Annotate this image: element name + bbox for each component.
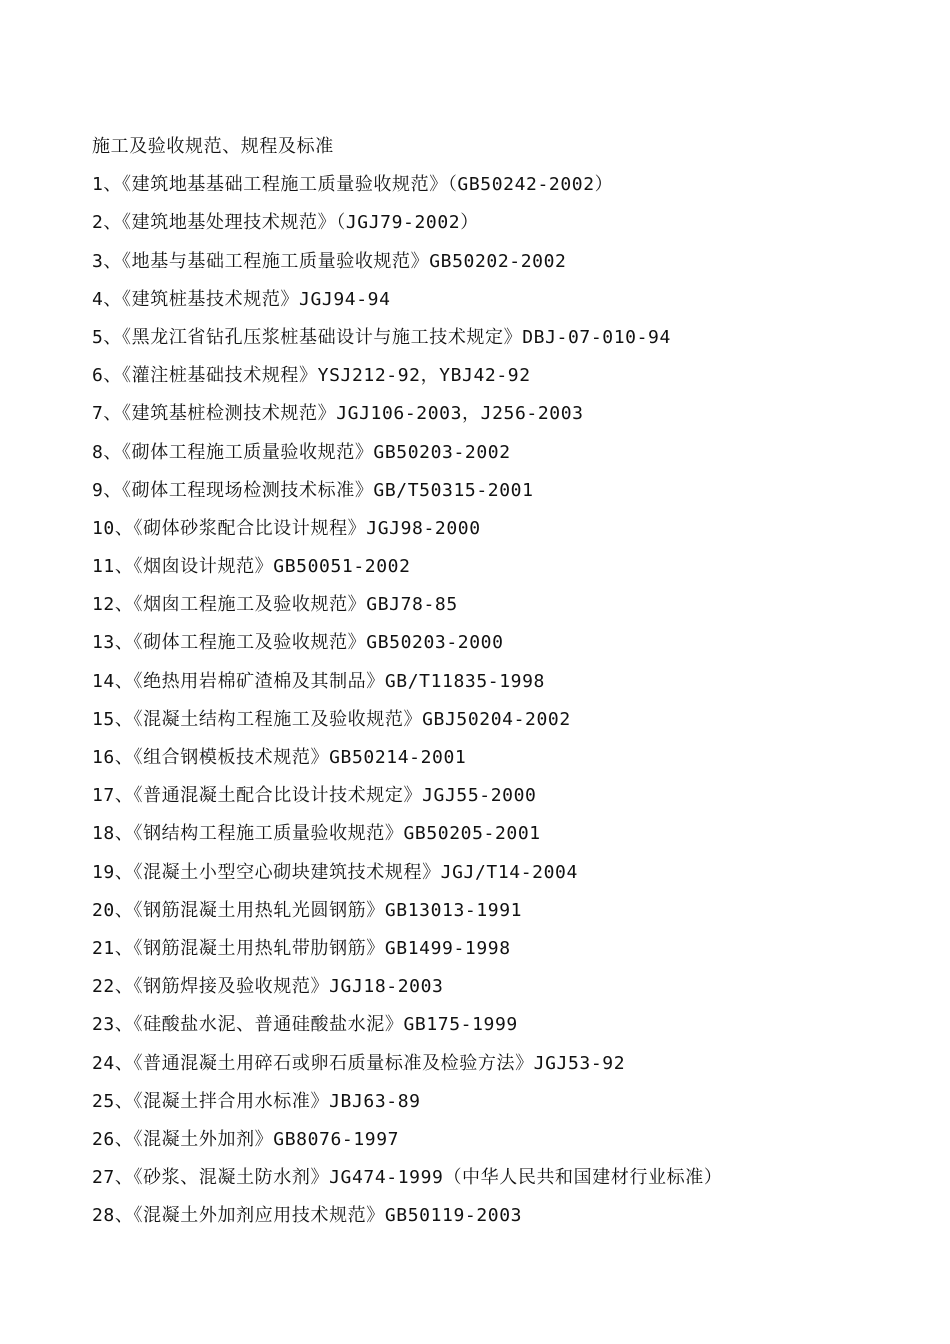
list-item: 28、《混凝土外加剂应用技术规范》GB50119-2003 xyxy=(92,1205,523,1227)
list-item: 11、《烟囱设计规范》GB50051-2002 xyxy=(92,556,411,578)
list-item: 21、《钢筋混凝土用热轧带肋钢筋》GB1499-1998 xyxy=(92,937,511,959)
list-item: 25、《混凝土拌合用水标准》JBJ63-89 xyxy=(92,1090,421,1112)
document-content xyxy=(92,128,912,1235)
list-item: 19、《混凝土小型空心砌块建筑技术规程》JGJ/T14-2004 xyxy=(92,861,578,883)
list-item: 26、《混凝土外加剂》GB8076-1997 xyxy=(92,1128,400,1150)
list-item: 14、《绝热用岩棉矿渣棉及其制品》GB/T11835-1998 xyxy=(92,670,545,692)
list-item: 15、《混凝土结构工程施工及验收规范》GBJ50204-2002 xyxy=(92,708,571,730)
list-item: 17、《普通混凝土配合比设计技术规定》JGJ55-2000 xyxy=(92,785,537,807)
list-item: 10、《砌体砂浆配合比设计规程》JGJ98-2000 xyxy=(92,517,481,539)
document-title: 施工及验收规范、规程及标准 xyxy=(92,136,334,157)
list-item: 5、《黑龙江省钻孔压浆桩基础设计与施工技术规定》DBJ-07-010-94 xyxy=(92,326,671,348)
list-item: 6、《灌注桩基础技术规程》YSJ212-92，YBJ42-92 xyxy=(92,365,531,387)
list-item: 2、《建筑地基处理技术规范》（JGJ79-2002） xyxy=(92,212,479,234)
standards-list xyxy=(92,166,912,1235)
list-item: 8、《砌体工程施工质量验收规范》GB50203-2002 xyxy=(92,441,511,463)
list-item: 22、《钢筋焊接及验收规范》JGJ18-2003 xyxy=(92,976,444,998)
list-item: 12、《烟囱工程施工及验收规范》GBJ78-85 xyxy=(92,594,458,616)
list-item: 16、《组合钢模板技术规范》GB50214-2001 xyxy=(92,747,467,768)
list-item: 7、《建筑基桩检测技术规范》JGJ106-2003，J256-2003 xyxy=(92,403,584,425)
list-item: 3、《地基与基础工程施工质量验收规范》GB50202-2002 xyxy=(92,250,567,272)
list-item: 4、《建筑桩基技术规范》JGJ94-94 xyxy=(92,288,391,310)
list-item: 1、《建筑地基基础工程施工质量验收规范》（GB50242-2002） xyxy=(92,174,614,196)
list-item: 27、《砂浆、混凝土防水剂》JG474-1999（中华人民共和国建材行业标准） xyxy=(92,1167,723,1189)
list-item: 18、《钢结构工程施工质量验收规范》GB50205-2001 xyxy=(92,823,541,845)
list-item: 24、《普通混凝土用碎石或卵石质量标准及检验方法》JGJ53-92 xyxy=(92,1052,626,1074)
list-item: 13、《砌体工程施工及验收规范》GB50203-2000 xyxy=(92,632,504,654)
list-item: 9、《砌体工程现场检测技术标准》GB/T50315-2001 xyxy=(92,479,534,501)
list-item: 23、《硅酸盐水泥、普通硅酸盐水泥》GB175-1999 xyxy=(92,1014,518,1036)
list-item: 20、《钢筋混凝土用热轧光圆钢筋》GB13013-1991 xyxy=(92,899,523,921)
